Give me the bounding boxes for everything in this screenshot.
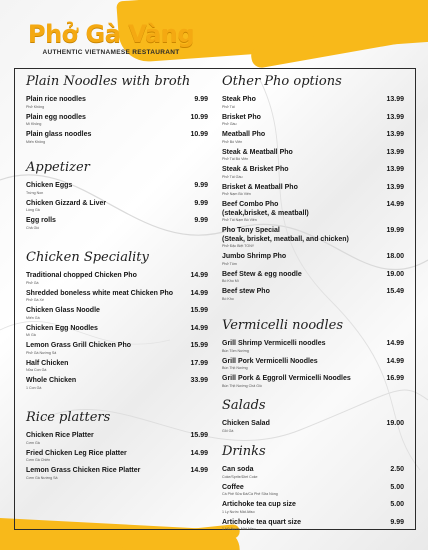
item-name: Traditional chopped Chicken Pho (26, 272, 137, 279)
item-price: 13.99 (386, 96, 404, 103)
item-vietnamese-name: Phở Tái Nạm Bò Viên (222, 218, 257, 222)
menu-item (222, 131, 404, 145)
item-price: 14.99 (190, 324, 208, 332)
item-price: 15.99 (190, 342, 208, 349)
item-vietnamese-name: Cà Phê Sữa Đá/Cà Phê Sữa Nóng (222, 492, 278, 496)
menu-item (222, 466, 404, 480)
menu-item (26, 450, 208, 464)
item-name: Shredded boneless white meat Chicken Pho (26, 289, 174, 297)
item-name: Steak Pho (222, 96, 256, 103)
menu-item (222, 201, 404, 223)
menu-item (222, 484, 404, 498)
item-price: 19.99 (386, 227, 404, 234)
item-name: Chicken Eggs (26, 182, 73, 189)
item-price: 16.99 (386, 375, 404, 382)
section-other-pho-options (222, 74, 404, 306)
item-vietnamese-name: Phở Nạm Bò Viên (222, 192, 251, 196)
item-price: 14.99 (386, 357, 404, 365)
menu-item (26, 114, 208, 128)
menu-item (222, 358, 404, 372)
item-price: 14.99 (190, 272, 208, 279)
item-name: Grill Shrimp Vermicelli noodles (222, 340, 326, 347)
section-plain-noodles (26, 74, 208, 149)
item-name: Steak & Meatball Pho (222, 148, 293, 156)
item-price: 2.50 (390, 466, 404, 473)
item-vietnamese-name: Phở Gà Xé (26, 298, 44, 302)
item-vietnamese-name: Miến Không (26, 139, 46, 144)
item-vietnamese-name: Mì Gà (26, 333, 36, 337)
item-name: Jumbo Shrimp Pho (222, 253, 287, 260)
item-name: Half Chicken (26, 359, 69, 367)
item-price: 14.99 (190, 449, 208, 457)
item-vietnamese-name: Phở Đặc Biệt TONY (222, 244, 255, 248)
item-price: 15.49 (386, 288, 404, 295)
menu-item (222, 288, 404, 302)
menu-item (222, 253, 404, 267)
menu-item (26, 467, 208, 481)
item-vietnamese-name: Cơm Gà Nướng Sả (26, 475, 58, 480)
item-price: 13.99 (386, 113, 404, 121)
item-price: 33.99 (190, 377, 208, 384)
item-price: 9.99 (390, 518, 404, 526)
item-price: 9.99 (194, 217, 208, 224)
item-name: Pho Tony Special (Steak, brisket, meatball, and chicken) (222, 227, 349, 243)
item-price: 13.99 (386, 131, 404, 138)
item-vietnamese-name: Cơm Gà (26, 440, 40, 445)
menu-item (222, 149, 404, 163)
item-name: Lemon Grass Chicken Rice Platter (26, 467, 141, 474)
item-vietnamese-name: Phở Không (26, 104, 45, 109)
item-name: Plain glass noodles (26, 131, 92, 138)
item-price: 13.99 (386, 148, 404, 156)
menu-item (26, 360, 208, 374)
menu-item (222, 501, 404, 515)
item-name: Steak & Brisket Pho (222, 166, 289, 173)
item-name: Coffee (222, 483, 244, 491)
menu-item (26, 325, 208, 339)
menu-item (26, 217, 208, 231)
item-name: Chicken Rice Platter (26, 432, 94, 439)
item-name: Artichoke tea cup size (222, 501, 296, 508)
menu-item (26, 182, 208, 196)
item-price: 14.99 (190, 289, 208, 297)
item-price: 5.00 (390, 501, 404, 508)
item-name: Meatball Pho (222, 131, 266, 138)
menu-item (222, 340, 404, 354)
item-vietnamese-name: Gỏi Gà (222, 428, 234, 433)
item-vietnamese-name: Bún Tôm Nướng (222, 348, 249, 353)
item-name: Artichoke tea quart size (222, 518, 301, 526)
item-name: Brisket & Meatball Pho (222, 183, 298, 191)
item-vietnamese-name: Phở Gà (26, 280, 39, 285)
item-name: Whole Chicken (26, 377, 77, 384)
item-name: Plain rice noodles (26, 96, 86, 103)
item-vietnamese-name: Bún Thịt Nướng Chả Giò (222, 383, 262, 388)
item-vietnamese-name: Phở Tái Gầu (222, 174, 243, 179)
item-price: 10.99 (190, 113, 208, 121)
menu-item (26, 307, 208, 321)
item-vietnamese-name: Nửa Con Gà (26, 368, 47, 372)
section-title: Appetizer (26, 160, 90, 175)
item-name: Beef Combo Pho (steak,brisket, & meatball) (222, 201, 309, 217)
menu-item (222, 184, 404, 198)
item-price: 14.99 (386, 340, 404, 347)
menu-item (26, 342, 208, 356)
item-name: Plain egg noodles (26, 113, 86, 121)
item-vietnamese-name: Lòng Gà (26, 208, 40, 212)
item-vietnamese-name: Phở Tôm (222, 261, 237, 266)
item-name: Grill Pork Vermicelli Noodles (222, 357, 318, 365)
menu-item (26, 377, 208, 391)
item-name: Grill Pork & Eggroll Vermicelli Noodles (222, 375, 351, 382)
item-name: Beef Stew & egg noodle (222, 270, 302, 278)
item-vietnamese-name: Bò Kho (222, 296, 234, 301)
item-vietnamese-name: 1 Con Gà (26, 385, 42, 390)
item-vietnamese-name: 1 Ly Nước Mát Atiso (222, 509, 255, 514)
section-title: Plain Noodles with broth (26, 74, 191, 89)
item-price: 5.00 (390, 483, 404, 491)
item-price: 14.99 (386, 201, 404, 208)
item-name: Chicken Salad (222, 420, 270, 427)
section-title: Rice platters (26, 410, 111, 425)
menu-item (26, 200, 208, 214)
item-name: Brisket Pho (222, 113, 261, 121)
section-title: Chicken Speciality (26, 250, 149, 265)
section-rice-platters (26, 410, 208, 485)
menu-item (222, 420, 404, 434)
item-name: Fried Chicken Leg Rice platter (26, 449, 127, 457)
item-vietnamese-name: Phở Tái (222, 104, 235, 109)
item-vietnamese-name: Bò Kho Mì (222, 279, 239, 283)
item-price: 13.99 (386, 166, 404, 173)
menu-item (222, 166, 404, 180)
section-salads (222, 398, 404, 438)
menu-item (222, 227, 404, 249)
item-price: 13.99 (386, 183, 404, 191)
menu-item (222, 519, 404, 533)
item-vietnamese-name: Miến Gà (26, 315, 40, 320)
item-price: 15.99 (190, 432, 208, 439)
section-chicken-speciality (26, 250, 208, 395)
section-title: Vermicelli noodles (222, 318, 344, 333)
item-vietnamese-name: Coke/Sprite/Diet Coke (222, 474, 258, 479)
item-price: 9.99 (194, 199, 208, 207)
section-title: Salads (222, 398, 266, 413)
brand-header (26, 20, 196, 56)
menu-item (26, 290, 208, 304)
brand-tagline: AUTHENTIC VIETNAMESE RESTAURANT (42, 49, 180, 56)
item-vietnamese-name: Chả Giò (26, 225, 40, 230)
item-vietnamese-name: Mì Không (26, 122, 42, 126)
menu-item (26, 131, 208, 145)
item-price: 9.99 (194, 96, 208, 103)
section-vermicelli-noodles (222, 318, 404, 393)
item-price: 18.00 (386, 253, 404, 260)
menu-item (222, 375, 404, 389)
menu-item (222, 96, 404, 110)
item-price: 10.99 (190, 131, 208, 138)
item-vietnamese-name: Cơm Gà Chiên (26, 458, 51, 462)
item-name: Can soda (222, 466, 254, 473)
item-name: Lemon Grass Grill Chicken Pho (26, 342, 132, 349)
item-vietnamese-name: Phở Gầu (222, 122, 237, 126)
menu-item (222, 114, 404, 128)
section-appetizer (26, 160, 208, 235)
item-name: Chicken Gizzard & Liver (26, 199, 107, 207)
item-price: 17.99 (190, 359, 208, 367)
item-vietnamese-name: Trứng Non (26, 190, 44, 195)
item-name: Chicken Egg Noodles (26, 324, 98, 332)
item-price: 9.99 (194, 182, 208, 189)
menu-item (26, 272, 208, 286)
item-vietnamese-name: Bún Thịt Nướng (222, 366, 248, 370)
item-name: Beef stew Pho (222, 288, 270, 295)
section-title: Drinks (222, 444, 266, 459)
menu-item (26, 96, 208, 110)
item-vietnamese-name: Phở Tái Bò Viên (222, 157, 249, 161)
item-price: 19.00 (386, 270, 404, 278)
item-price: 15.99 (190, 307, 208, 314)
menu-item (26, 432, 208, 446)
item-vietnamese-name: 1 Hũ Nước Mát Atiso (222, 527, 256, 531)
item-name: Egg rolls (26, 217, 56, 224)
item-vietnamese-name: Phở Gà Nướng Sả (26, 350, 57, 355)
item-vietnamese-name: Phở Bò Viên (222, 139, 243, 144)
section-drinks (222, 444, 404, 536)
item-name: Chicken Glass Noodle (26, 307, 100, 314)
section-title: Other Pho options (222, 74, 342, 89)
menu-item (222, 271, 404, 285)
item-price: 14.99 (190, 467, 208, 474)
item-price: 19.00 (386, 420, 404, 427)
brand-logo-name: Phở Gà Vàng (28, 20, 194, 48)
